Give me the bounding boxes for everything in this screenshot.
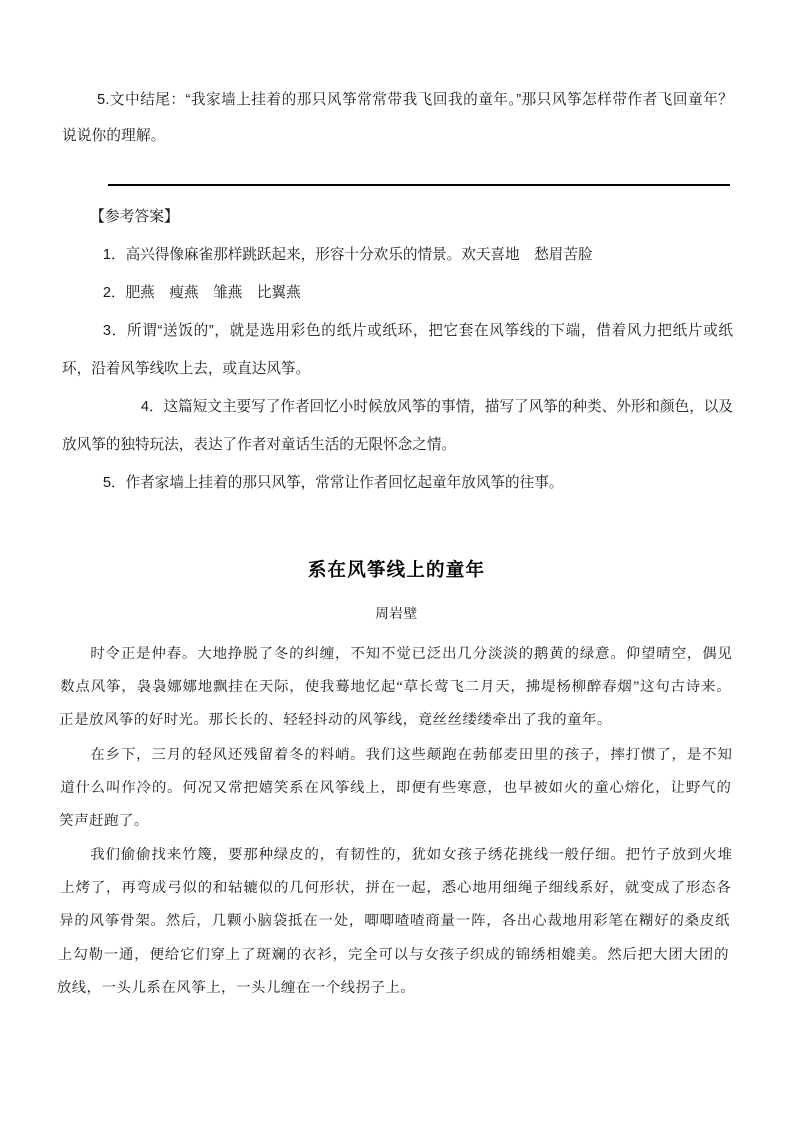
answer-item-3: 3．所谓“送饭的”，就是选用彩色的纸片或纸环，把它套在风筝线的下端，借着风力把纸片或纸环，沿着风筝线吹上去，或直达风筝。 [62, 323, 733, 377]
answers-heading: 【参考答案】 [90, 209, 179, 225]
article-paragraph-2: 在乡下，三月的轻风还残留着冬的料峭。我们这些颠跑在葧郁麦田里的孩子，摔打惯了，是不知道什么叫作冷的。何况又常把嬉笑系在风筝线上，即便有些寒意，也早被如火的童心熔化，让野气的笑声赶跑了。 [58, 746, 733, 830]
article-body [56, 638, 733, 1006]
answer-item-5: 5．作者家墙上挂着的那只风筝，常常让作者回忆起童年放风筝的往事。 [102, 475, 564, 491]
article-paragraph-1: 时令正是仲春。大地挣脱了冬的纠缠，不知不觉已泛出几分淡淡的鹅黄的绿意。仰望晴空，偶见数点风筝，袅袅娜娜地飘挂在天际，使我蓦地忆起“草长莺飞二月天，拂堤杨柳醉春烟”这句古诗来。正是放风筝的好时光。那长长的、轻轻抖动的风筝线，竟丝丝缕缕牵出了我的童年。 [58, 646, 733, 729]
article-title: 系在风筝线上的童年 [307, 559, 486, 580]
article-author: 周岩壁 [375, 606, 418, 621]
answer-item-4: 4．这篇短文主要写了作者回忆小时候放风筝的事情，描写了风筝的种类、外形和颜色，以及放风筝的独特玩法，表达了作者对童话生活的无限怀念之情。 [62, 399, 733, 453]
section-divider [108, 184, 730, 186]
question-block [62, 82, 733, 154]
answer-item-2: 2．肥燕 瘦燕 雏燕 比翼燕 [102, 285, 301, 301]
answer-item-1: 1．高兴得像麻雀那样跳跃起来，形容十分欢乐的情景。欢天喜地 愁眉苦脸 [102, 247, 593, 263]
question-5-text: 5.文中结尾：“我家墙上挂着的那只风筝常常带我飞回我的童年。”那只风筝怎样带作者飞回童年？说说你的理解。 [62, 92, 733, 144]
answers-block [62, 198, 733, 502]
article-paragraph-3: 我们偷偷找来竹篾，要那种绿皮的，有韧性的，犹如女孩子绣花挑线一般仔细。把竹子放到火堆上烤了，再弯成弓似的和轱辘似的几何形状，拼在一起，悉心地用细绳子细线系好，就变成了形态各异的风筝骨架。然后，几颗小脑袋抵在一处，唧唧喳喳商量一阵，各出心裁地用彩笔在糊好的桑皮纸上勾勒一通，便给它们穿上了斑斓的衣衫，完全可以与女孩子织成的锦绣相媲美。然后把大团大团的放线，一头儿系在风筝上，一头儿缠在一个线拐子上。 [56, 847, 733, 997]
